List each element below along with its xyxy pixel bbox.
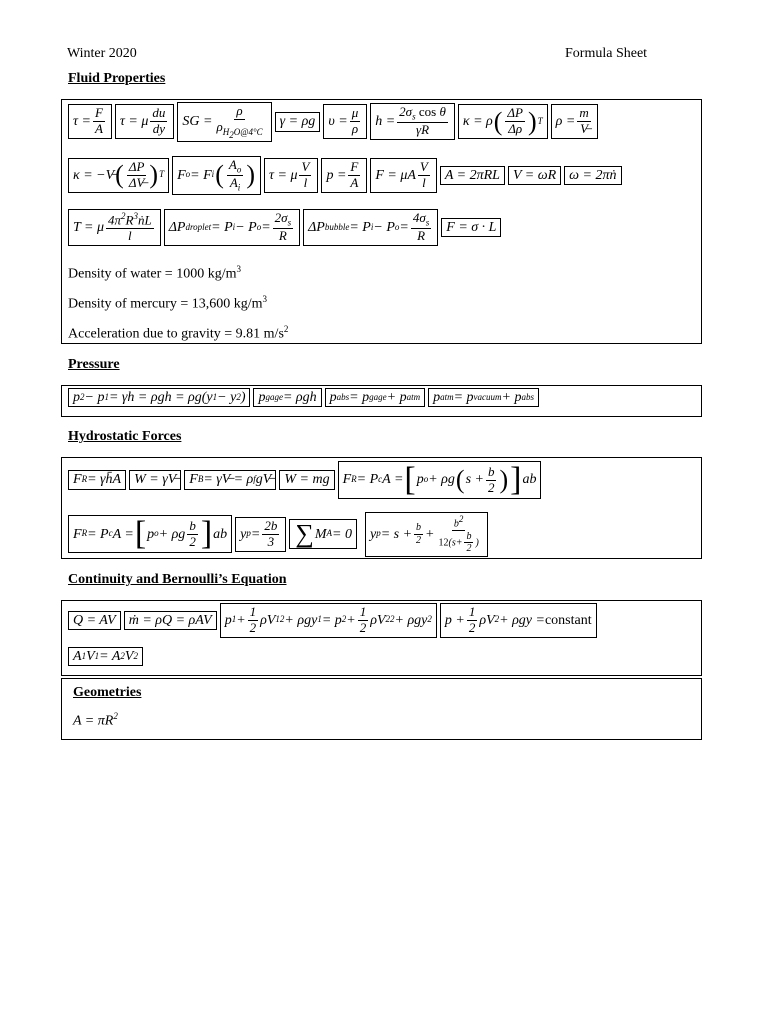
section-title-geometries: Geometries: [73, 685, 142, 700]
formula-specific-weight: γ = ρg: [275, 112, 321, 131]
fluid-properties-panel: [61, 99, 702, 344]
formula-viscous-force: F = μA $\frac{V}{l}$: [370, 158, 437, 193]
formula-torque: T = μ $\frac{4\pi^2R^3ṅL}{l}$: [68, 209, 161, 246]
section-title-hydrostatic-forces: Hydrostatic Forces: [68, 429, 182, 444]
gravity-line: [68, 324, 288, 343]
bernoulli-panel: [61, 600, 702, 676]
formula-moment-sum: ∑ M A = 0: [289, 519, 357, 549]
formula-resultant-force: F R = γh̄A: [68, 470, 126, 489]
formula-bulk-modulus: κ = ρ ( $\frac{\Delta P}{\Delta\rho}$ ) T: [458, 104, 548, 139]
constant-word: constant: [544, 612, 592, 628]
density-mercury-exponent: 3: [262, 294, 268, 304]
formula-absolute-pressure: p abs = p gage + p atm: [325, 388, 425, 407]
section-title-fluid-properties: Fluid Properties: [68, 71, 166, 86]
density-water-text: Density of water = 1000 kg/m: [68, 266, 237, 282]
formula-force-ratio: F o = F i ( $\frac{A_o}{A_i}$ ): [172, 156, 261, 195]
header-left: Winter 2020: [67, 46, 137, 61]
section-title-pressure: Pressure: [68, 357, 120, 372]
formula-mass-flow-rate: ṁ = ρQ = ρAV: [124, 611, 217, 630]
formula-continuity: A 1 V 1 = A 2 V 2: [68, 647, 143, 666]
hydrostatic-panel: [61, 457, 702, 559]
formula-bernoulli-two-points: p 1 + $\frac{1}{2}$ ρV 1 2 + ρgy 1 = p 2 + $\frac{1}{2}$ ρV 2 2 + ρgy 2: [220, 603, 437, 638]
formula-weight-mass: W = mg: [279, 470, 334, 489]
density-mercury-text: Density of mercury = 13,600 kg/m: [68, 296, 263, 312]
formula-newton-viscosity: τ = μ $\frac{du}{dy}$: [115, 104, 175, 139]
formula-shear-gap: τ = μ $\frac{V}{l}$: [264, 158, 318, 193]
formula-resultant-force-inclined: F R = P c A = [ p o + ρg ( s + $\frac{b}{2}$ ) ] ab: [338, 461, 542, 499]
formula-angular-velocity: ω = 2πṅ: [564, 166, 621, 185]
density-water-exponent: 3: [236, 264, 241, 274]
formula-center-of-pressure-inclined: y p = s + $\frac{b}{2}$ + $b^2$ 12(s+ $\frac{b}{2}$ ): [365, 512, 488, 557]
gravity-exponent: 2: [283, 324, 289, 334]
fluid-row-1: [68, 102, 601, 142]
fluid-row-3: [68, 209, 504, 246]
density-water-line: [68, 264, 241, 283]
formula-cylinder-area: A = 2πRL: [440, 166, 505, 185]
section-title-continuity-bernoulli: Continuity and Bernoulli’s Equation: [68, 572, 287, 587]
formula-capillary-rise: h = $\frac{2\sigma_s \cos \theta}{\gamma R}$: [370, 103, 455, 140]
formula-tangential-velocity: V = ωR: [508, 166, 561, 185]
formula-bernoulli-constant: p + $\frac{1}{2}$ ρV 2 + ρgy = constant: [440, 603, 597, 638]
formula-gage-pressure: p gage = ρgh: [253, 388, 321, 407]
fluid-row-2: [68, 156, 625, 195]
formula-buoyancy: F B = γV̶ = ρ f gV̶: [184, 470, 276, 489]
formula-bulk-modulus-volume: κ = −V̶ ( $\frac{\Delta P}{\Delta V̶}$ ) T: [68, 158, 169, 193]
hydro-row-1: [68, 461, 544, 499]
density-mercury-line: [68, 294, 267, 313]
formula-shear-stress: τ = $\frac{F}{A}$: [68, 104, 112, 139]
pressure-row: [68, 388, 542, 407]
formula-center-of-pressure: y p = $\frac{2b}{3}$: [235, 517, 286, 552]
formula-atmospheric-pressure: p atm = p vacuum + p abs: [428, 388, 539, 407]
formula-bubble-pressure: ΔP bubble = P i − P o = $\frac{4\sigma_s}{R}$: [303, 209, 438, 246]
formula-specific-gravity: SG = $\frac{\rho}{\rho_{H_2O@4^\circ C}}$: [177, 102, 271, 142]
formula-kinematic-viscosity: υ = $\frac{\mu}{\rho}$: [323, 104, 367, 139]
formula-surface-tension-force: F = σ · L: [441, 218, 501, 237]
geometries-panel: [61, 678, 702, 740]
formula-density: ρ = $\frac{m}{V̶}$: [551, 104, 598, 139]
pressure-panel: [61, 385, 702, 417]
header-right: Formula Sheet: [565, 46, 648, 61]
bernoulli-row-1: [68, 603, 600, 638]
formula-weight-volume: W = γV̶: [129, 470, 181, 489]
formula-flow-rate: Q = AV: [68, 611, 121, 630]
formula-circle-area: $A = \pi R^2$: [73, 711, 118, 729]
gravity-text: Acceleration due to gravity = 9.81 m/s: [68, 326, 284, 342]
bernoulli-row-2: [68, 647, 146, 666]
formula-droplet-pressure: ΔP droplet = P i − P o = $\frac{2\sigma_s}{R}$: [164, 209, 300, 246]
formula-pressure-difference: p 2 − p 1 = γh = ρgh = ρg(y 1 − y 2 ): [68, 388, 250, 407]
formula-pressure-force: p = $\frac{F}{A}$: [321, 158, 367, 193]
hydro-row-2: [68, 512, 491, 557]
formula-resultant-force-vertical: F R = P c A = [ p o + ρg $\frac{b}{2}$ ] ab: [68, 515, 232, 553]
